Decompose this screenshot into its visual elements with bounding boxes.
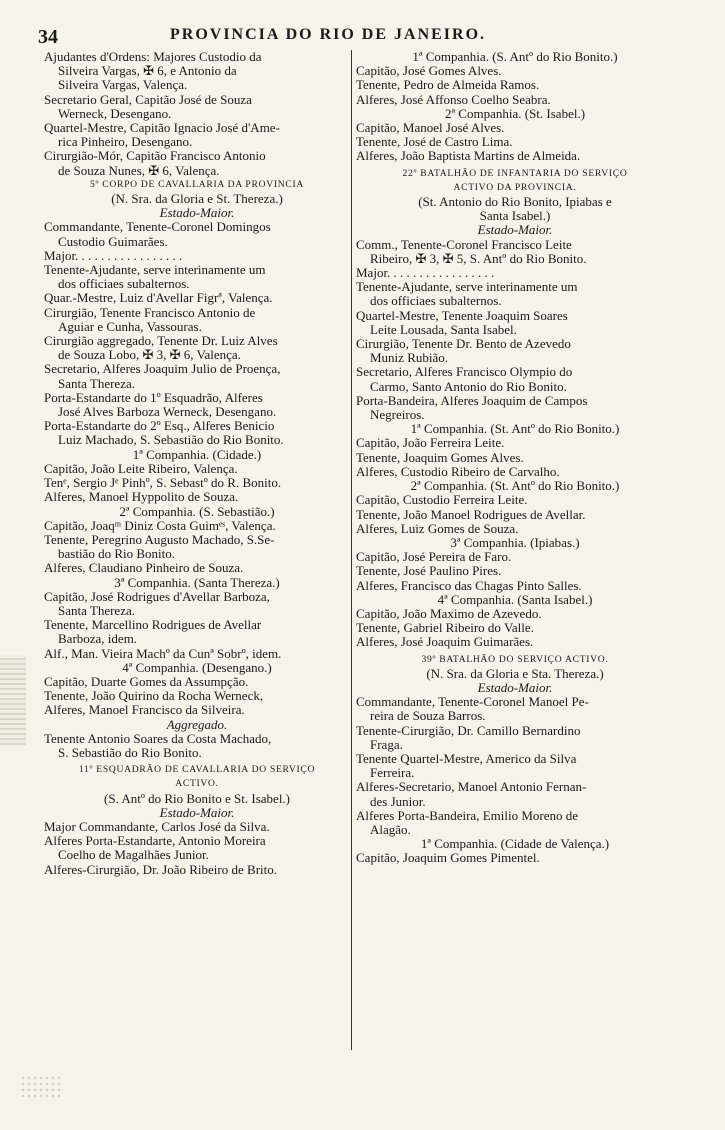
left-line: Santa Thereza.	[58, 376, 135, 391]
left-line: rica Pinheiro, Desengano.	[58, 135, 193, 150]
right-line: 1ª Companhia. (S. Antº do Rio Bonito.)	[412, 50, 618, 64]
left-line: Cirurgião, Tenente Francisco Antonio de	[44, 305, 256, 320]
right-line: Commandante, Tenente-Coronel Manoel Pe-	[356, 695, 589, 710]
right-line: Alferes, José Joaquim Guimarães.	[356, 635, 534, 650]
right-line: Cirurgião, Tenente Dr. Bento de Azevedo	[356, 337, 571, 352]
left-line: Barboza, idem.	[58, 632, 138, 647]
left-line: Custodio Guimarães.	[58, 234, 168, 249]
right-line: 22º BATALHÃO DE INFANTARIA DO SERVIÇO	[402, 167, 628, 179]
left-line: 1ª Companhia. (Cidade.)	[132, 447, 262, 462]
right-line: Alferes Porta-Bandeira, Emilio Moreno de	[356, 808, 579, 823]
left-line: ACTIVO.	[175, 778, 219, 790]
left-line: Cirurgião aggregado, Tenente Dr. Luiz Alves	[44, 334, 278, 349]
left-line: Major Commandante, Carlos José da Silva.	[44, 819, 270, 834]
left-line: (S. Antº do Rio Bonito e St. Isabel.)	[103, 791, 291, 806]
page-title: PROVINCIA DO RIO DE JANEIRO.	[170, 26, 487, 43]
left-line: Secretario, Alferes Joaquim Julio de Proença,	[44, 362, 281, 377]
left-line: Commandante, Tenente-Coronel Domingos	[44, 220, 271, 235]
right-line: Secretario, Alferes Francisco Olympio do	[356, 365, 573, 380]
right-line: Estado-Maior.	[477, 223, 553, 238]
left-line: Capitão, José Rodrigues d'Avellar Barboza,	[44, 589, 270, 604]
left-line: Alf., Man. Vieira Machº da Cunª Sobrº, idem.	[44, 646, 282, 661]
left-line: Tenente Antonio Soares da Costa Machado,	[44, 731, 272, 746]
left-line: Alferes, Manoel Francisco da Silveira.	[44, 703, 245, 718]
right-line: Alferes-Secretario, Manoel Antonio Fernan-	[356, 780, 587, 795]
right-line: Alferes, José Affonso Coelho Seabra.	[356, 92, 551, 107]
left-line: de Souza Nunes, ✠ 6, Valença.	[58, 163, 220, 178]
left-line: Luiz Machado, S. Sebastião do Rio Bonito.	[58, 433, 284, 448]
left-line: Estado-Maior.	[159, 206, 235, 221]
left-line: Silveira Vargas, Valença.	[58, 78, 188, 93]
right-line: Tenente, Gabriel Ribeiro do Valle.	[356, 621, 534, 636]
right-line: Capitão, Manoel José Alves.	[356, 121, 505, 136]
left-line: Cirurgião-Mór, Capitão Francisco Antonio	[44, 149, 266, 164]
left-line: 3ª Companhia. (Santa Thereza.)	[114, 575, 280, 590]
right-line: Tenente-Cirurgião, Dr. Camillo Bernardino	[356, 723, 581, 738]
right-line: ACTIVO DA PROVINCIA.	[453, 181, 577, 193]
page-number: 34	[38, 26, 58, 48]
column-divider	[351, 50, 352, 1050]
right-line: Leite Lousada, Santa Isabel.	[370, 322, 517, 337]
left-line: Tenᵉ, Sergio Jᵉ Pinhº, S. Sebastº do R. Bonito.	[44, 476, 282, 491]
ink-speckle	[20, 1075, 60, 1101]
left-line: Tenente, João Quirino da Rocha Werneck,	[44, 689, 264, 704]
right-line: Alferes, João Baptista Martins de Almeida.	[356, 149, 581, 164]
right-line: Capitão, João Maximo de Azevedo.	[356, 606, 542, 621]
right-line: Alferes, Luiz Gomes de Souza.	[356, 521, 519, 536]
right-line: Capitão, Joaquim Gomes Pimentel.	[356, 851, 540, 866]
left-line: Alferes, Claudiano Pinheiro de Souza.	[44, 561, 244, 576]
left-line: Alferes-Cirurgião, Dr. João Ribeiro de Brito.	[44, 862, 277, 877]
left-line: Capitão, Duarte Gomes da Assumpção.	[44, 674, 249, 689]
left-line: Tenente-Ajudante, serve interinamente um	[44, 263, 266, 278]
left-line: Alferes Porta-Estandarte, Antonio Moreira	[44, 834, 266, 849]
right-line: Estado-Maior.	[477, 680, 553, 695]
margin-stain	[0, 655, 26, 745]
right-line: Porta-Bandeira, Alferes Joaquim de Campos	[356, 393, 588, 408]
left-line: Werneck, Desengano.	[58, 106, 172, 121]
right-line: reira de Souza Barros.	[370, 709, 486, 724]
right-line: Negreiros.	[370, 408, 425, 423]
left-line: 2ª Companhia. (S. Sebastião.)	[119, 504, 275, 519]
left-column	[44, 50, 350, 877]
right-line: Tenente, José de Castro Lima.	[356, 135, 513, 150]
right-line: 4ª Companhia. (Santa Isabel.)	[437, 592, 593, 607]
right-line: Carmo, Santo Antonio do Rio Bonito.	[370, 379, 567, 394]
right-line: dos officiaes subalternos.	[370, 294, 502, 309]
left-line: S. Sebastião do Rio Bonito.	[58, 745, 202, 760]
left-line: Capitão, João Leite Ribeiro, Valença.	[44, 461, 238, 476]
left-line: 11º ESQUADRÃO DE CAVALLARIA DO SERVIÇO	[78, 764, 316, 776]
right-line: (N. Sra. da Gloria e Sta. Thereza.)	[426, 666, 604, 681]
right-line: Santa Isabel.)	[479, 209, 551, 224]
right-line: (St. Antonio do Rio Bonito, Ipiabas e	[418, 195, 612, 210]
right-column	[356, 50, 674, 866]
right-line: Fraga.	[370, 737, 403, 752]
right-line: Alagão.	[370, 822, 411, 837]
right-line: Quartel-Mestre, Tenente Joaquim Soares	[356, 308, 568, 323]
left-line: de Souza Lobo, ✠ 3, ✠ 6, Valença.	[58, 348, 241, 363]
right-line: Tenente, Joaquim Gomes Alves.	[356, 450, 524, 465]
left-line: Tenente, Marcellino Rodrigues de Avellar	[44, 618, 262, 633]
left-line: Coelho de Magalhães Junior.	[58, 848, 209, 863]
left-line: Quar.-Mestre, Luiz d'Avellar Figrª, Valença.	[44, 291, 273, 306]
right-line: Tenente-Ajudante, serve interinamente um	[356, 280, 578, 295]
right-line: Muniz Rubião.	[370, 351, 448, 366]
left-line: Aggregado.	[166, 717, 228, 732]
left-line: bastião do Rio Bonito.	[58, 547, 175, 562]
right-line: 1ª Companhia. (Cidade de Valença.)	[420, 837, 610, 852]
left-line: Porta-Estandarte do 1º Esquadrão, Alferes	[44, 390, 263, 405]
right-line: Capitão, José Pereira de Faro.	[356, 550, 512, 565]
right-line: 2ª Companhia. (St. Isabel.)	[444, 106, 586, 121]
right-line: 39º BATALHÃO DO SERVIÇO ACTIVO.	[421, 653, 609, 665]
left-line: Capitão, Joaqᵐ Diniz Costa Guimᵉˢ, Valença.	[44, 518, 276, 533]
left-line: dos officiaes subalternos.	[58, 277, 190, 292]
right-line: 1ª Companhia. (St. Antº do Rio Bonito.)	[410, 422, 620, 437]
right-line: Tenente, Pedro de Almeida Ramos.	[356, 78, 540, 93]
right-line: Capitão, João Ferreira Leite.	[356, 436, 505, 451]
right-line: Capitão, José Gomes Alves.	[356, 64, 502, 79]
right-line: 3ª Companhia. (Ipiabas.)	[450, 535, 580, 550]
right-line: Tenente Quartel-Mestre, Americo da Silva	[356, 751, 577, 766]
right-line: Major. . . . . . . . . . . . . . . . .	[356, 266, 495, 281]
left-line: Major. . . . . . . . . . . . . . . . .	[44, 248, 183, 263]
left-line: Alferes, Manoel Hyppolito de Souza.	[44, 490, 239, 505]
left-line: 4ª Companhia. (Desengano.)	[122, 660, 272, 675]
left-line: Ajudantes d'Ordens: Majores Custodio da	[44, 50, 262, 64]
left-line: Secretario Geral, Capitão José de Souza	[44, 92, 252, 107]
left-line: Quartel-Mestre, Capitão Ignacio José d'Ame-	[44, 121, 280, 136]
left-line: 5º CORPO DE CAVALLARIA DA PROVINCIA	[90, 178, 304, 190]
left-line: Porta-Estandarte do 2º Esq., Alferes Benicio	[44, 419, 275, 434]
left-line: Estado-Maior.	[159, 805, 235, 820]
right-line: des Junior.	[370, 794, 426, 809]
left-line: José Alves Barboza Werneck, Desengano.	[58, 405, 277, 420]
right-line: Alferes, Francisco das Chagas Pinto Salles.	[356, 578, 582, 593]
left-line: Santa Thereza.	[58, 603, 135, 618]
left-line: Aguiar e Cunha, Vassouras.	[58, 319, 202, 334]
right-line: Tenente, João Manoel Rodrigues de Avellar.	[356, 507, 586, 522]
right-line: Capitão, Custodio Ferreira Leite.	[356, 493, 528, 508]
left-line: Silveira Vargas, ✠ 6, e Antonio da	[58, 64, 237, 79]
left-line: (N. Sra. da Gloria e St. Thereza.)	[111, 192, 283, 207]
right-line: Alferes, Custodio Ribeiro de Carvalho.	[356, 464, 560, 479]
right-line: Ribeiro, ✠ 3, ✠ 5, S. Antº do Rio Bonito.	[370, 251, 587, 266]
right-line: Tenente, José Paulino Pires.	[356, 564, 502, 579]
right-line: Comm., Tenente-Coronel Francisco Leite	[356, 237, 572, 252]
right-line: 2ª Companhia. (St. Antº do Rio Bonito.)	[410, 479, 620, 494]
left-line: Tenente, Peregrino Augusto Machado, S.Se-	[44, 532, 275, 547]
right-line: Ferreira.	[370, 766, 415, 781]
